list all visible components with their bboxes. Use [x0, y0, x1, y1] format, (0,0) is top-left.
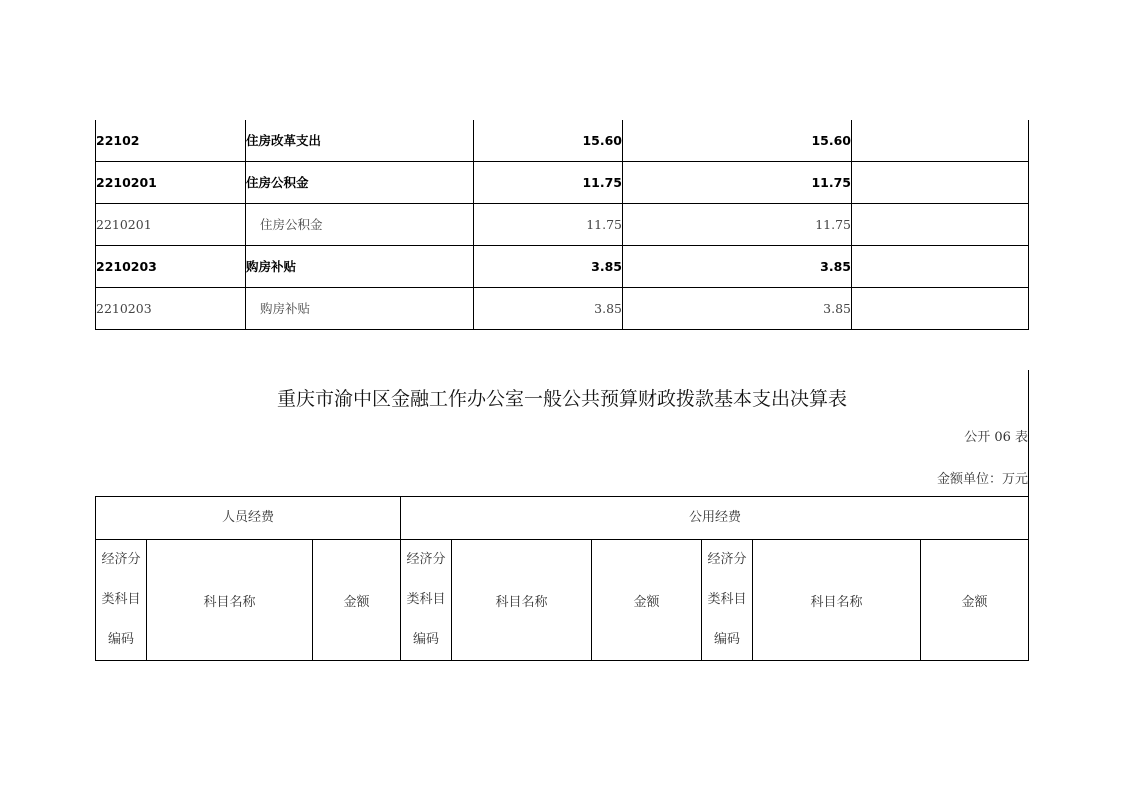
row-total: 3.85	[594, 301, 622, 316]
code-header: 经济分 类科目 编码	[707, 552, 747, 647]
row-personnel: 11.75	[815, 217, 851, 232]
row-code: 2210203	[96, 301, 152, 316]
row-code: 2210203	[96, 259, 157, 274]
row-total: 11.75	[582, 175, 622, 190]
row-total: 3.85	[591, 259, 622, 274]
basic-expenditure-table	[95, 496, 1029, 661]
grid-line	[622, 120, 623, 330]
grid-line	[851, 120, 852, 330]
code-header: 经济分 类科目 编码	[101, 552, 141, 647]
row-name: 购房补贴	[246, 259, 297, 274]
table-row	[95, 204, 1029, 246]
subject-name-header: 科目名称	[203, 594, 256, 610]
row-name: 住房公积金	[246, 175, 309, 190]
amount-header: 金额	[343, 594, 370, 610]
amount-unit: 金额单位：万元	[936, 472, 1028, 487]
grid-line	[245, 120, 246, 330]
row-personnel: 3.85	[823, 301, 851, 316]
page-title: 重庆市渝中区金融工作办公室一般公共预算财政拨款基本支出决算表	[276, 388, 847, 410]
amount-header: 金额	[961, 594, 988, 610]
table-row	[95, 162, 1029, 204]
row-name: 住房公积金	[260, 217, 323, 232]
row-personnel: 11.75	[811, 175, 851, 190]
group-header-public: 公用经费	[688, 510, 741, 525]
row-code: 22102	[96, 133, 140, 148]
amount-header: 金额	[633, 594, 660, 610]
group-header-personnel: 人员经费	[221, 510, 274, 525]
row-personnel: 15.60	[811, 133, 851, 148]
subject-name-header: 科目名称	[810, 594, 863, 610]
grid-line	[473, 120, 474, 330]
table-row	[95, 246, 1029, 288]
row-code: 2210201	[96, 217, 152, 232]
grid-line	[95, 120, 96, 330]
row-name: 住房改革支出	[246, 133, 322, 148]
row-total: 15.60	[582, 133, 622, 148]
row-name: 购房补贴	[260, 301, 311, 316]
form-number: 公开 06 表	[964, 430, 1028, 445]
table-row	[95, 120, 1029, 162]
grid-line	[1028, 120, 1029, 330]
code-header: 经济分 类科目 编码	[406, 552, 446, 647]
subject-name-header: 科目名称	[495, 594, 548, 610]
row-personnel: 3.85	[820, 259, 851, 274]
row-total: 11.75	[586, 217, 622, 232]
table-row	[95, 288, 1029, 330]
row-code: 2210201	[96, 175, 157, 190]
